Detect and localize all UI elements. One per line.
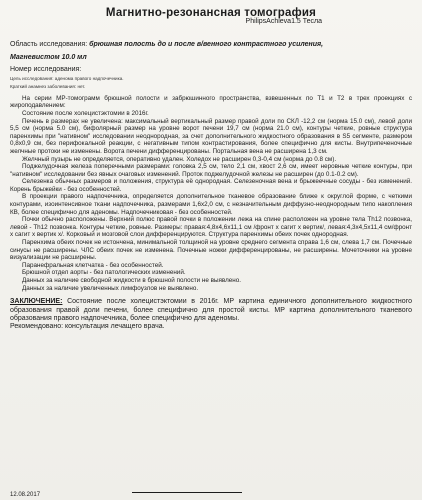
findings-paragraph: Печень в размерах не увеличена: максимальный вертикальный размер правой доли по СКЛ -12,2 см (норма 15.0 см), левой доли 5,5 см (норма 5.0 см), бифолярный размер на уровне ворот печени 19,7 см (норма 21.0 см), контуры четкие, ровные структура паренхимы при "нативном" исследовании неоднородная, за счет дополнительного жидкостного образования в S5 сегменте, размером 0,8х0,9 см, без перифокальной реакции, с негативным типом контрастирования, более специфично для кисты. Внутрипеченочные желчные протоки не изменены. Ворота печени дифференцированы. Портальная вена не расширена 1,3 см.: [10, 117, 412, 155]
conclusion-label: ЗАКЛЮЧЕНИЕ:: [10, 298, 63, 306]
findings-paragraph: Желчный пузырь не определяется, оперативно удален. Холедох не расширен 0,3-0,4 см (норма до 0.8 см).: [22, 155, 337, 163]
study-number-label: Номер исследования:: [10, 65, 82, 73]
findings-paragraph: Данных за наличие увеличенных лимфоузлов не выявлено.: [22, 284, 199, 292]
recommendation: Рекомендовано: консультация лечащего врача.: [10, 323, 165, 331]
findings-paragraph: Состояние после холецистэктомии в 2016г.: [22, 109, 149, 117]
region-line: [10, 41, 412, 50]
findings-paragraph: Почки обычно расположены. Верхний полюс правой почки в положении лежа на спине расположен на уровне тела Th12 позвонка, левой - Th12 позвонка. Контуры четкие, ровные. Размеры: правая:4,8х4,6х11,1 см /фронт х сагит х вертик/, левая:4,3х4,5х11,4 см/фронт х сагит х вертик х/. Корковый и мозговой слои дифференцируются. Структура паренхимы обеих почек однородная.: [10, 216, 412, 239]
findings-paragraph: Паранефральная клетчатка - без особенностей.: [22, 261, 164, 269]
conclusion-block: [10, 298, 412, 332]
region-label: Область исследования:: [10, 41, 88, 48]
findings-paragraph: Данных за наличие свободной жидкости в брюшной полости не выявлено.: [22, 277, 242, 284]
anamnesis: Краткий анамнез заболевания: нет.: [10, 83, 86, 89]
findings-text: [10, 95, 412, 292]
report-date: 12.08.2017: [10, 492, 41, 498]
document-title: Магнитно-резонансная томография: [105, 7, 317, 19]
findings-paragraph: Паренхима обеих почек не истончена, минимальной толщиной на уровне среднего сегмента справа 1,6 см, слева 1,7 см. Почечные синусы не расширены. ЧЛС обеих почек не изменена. Почечные ножки дифференцированы, не расширены. Мочеточники на уровне визуализации не расширены.: [10, 239, 412, 262]
findings-paragraph: На серии МР-томограмм брюшной полости и забрюшинного пространства, взвешенных по Т1 и Т2 в трех проекциях с жироподавлением:: [10, 94, 412, 110]
device-name: PhilipsAchieva1.5 Тесла: [245, 18, 322, 25]
contrast-agent: Магневистом 10.0 мл: [10, 53, 87, 61]
findings-paragraph: Поджелудочная железа поперечными размерами: головка 2,5 см, тело 2,1 см, хвост 2,6 см, имеет неровные четкие контуры, при "нативном" исследовании без явных очаговых изменений. Проток поджелудочной железы не расширен (до 0.1-0.2 см).: [10, 163, 412, 178]
conclusion-text: Состояние после холецистэктомии в 2016г. МР картина единичного дополнительного жидкостного образования правой доли печени, более специфично для простой кисты. МР картина дополнительного тканевого образования правого надпочечника, более специфично для аденомы.: [10, 298, 412, 322]
region-value: брюшная полость до и после в/венного контрастного усиления,: [89, 41, 324, 48]
signature-line: [132, 492, 242, 493]
findings-paragraph: Селезенка обычных размеров и положения, структура её однородная. Селезеночная вена и брыжеечные сосуды - без изменений. Корень брыжейки - без особенностей.: [10, 178, 412, 193]
findings-paragraph: Брюшной отдел аорты - без патологических изменений.: [22, 269, 186, 277]
findings-paragraph: В проекции правого надпочечника, определяется дополнительное тканевое образование ближе к округлой форме, с четкими контурами, изоинтенсивное ткани надпочечника, размерами 1,6х2,0 см, с незначительным диффузно-неоднородным типо накопления КВ, более специфично для аденомы. Надпочечниковая - без особенностей.: [10, 193, 412, 216]
study-purpose: Цель исследования: аденома правого надпочечника.: [10, 75, 124, 81]
